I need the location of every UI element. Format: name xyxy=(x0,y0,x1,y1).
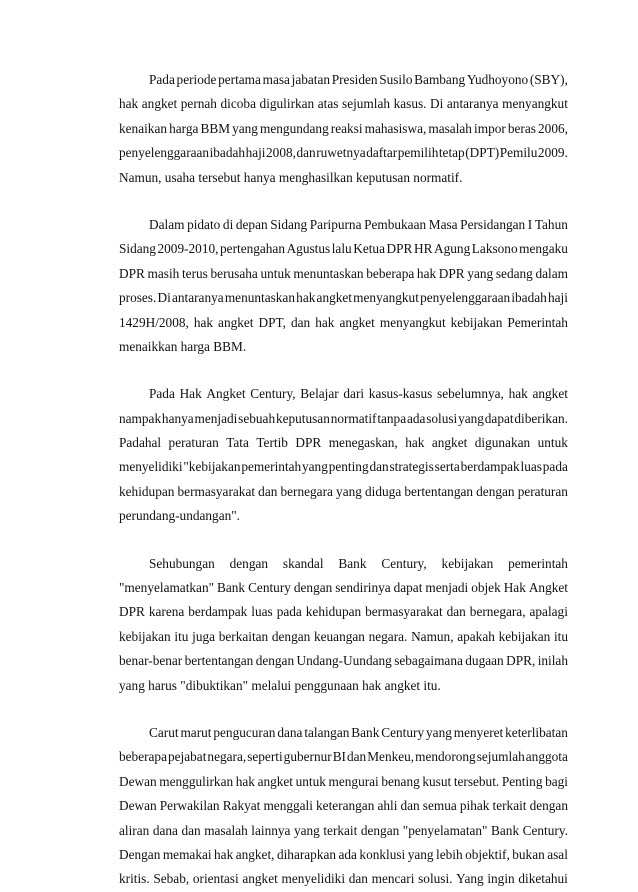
text-line: Dalam pidato di depan Sidang Paripurna Pembukaan Masa Persidangan I Tahun xyxy=(149,216,568,232)
text-line: Pada Hak Angket Century, Belajar dari kasus-kasus sebelumnya, hak angket xyxy=(149,386,568,402)
text-line: nampak hanya menjadi sebuah keputusan normatif tanpa ada solusi yang dapat diberikan. xyxy=(119,410,568,426)
paragraph xyxy=(119,721,568,892)
text-line: Namun, usaha tersebut hanya menghasilkan keputusan normatif. xyxy=(119,169,463,185)
text-line: kehidupan bermasyarakat dan bernegara yang diduga bertentangan dengan peraturan xyxy=(119,483,568,499)
paragraph xyxy=(119,213,568,359)
text-line: Padahal peraturan Tata Tertib DPR menegaskan, hak angket digunakan untuk xyxy=(119,435,568,451)
text-line: proses. Di antaranya menuntaskan hak angket menyangkut penyelenggaraan ibadah haji xyxy=(119,290,568,306)
paragraph xyxy=(119,552,568,698)
text-line: Sidang 2009-2010, pertengahan Agustus lalu Ketua DPR HR Agung Laksono mengaku xyxy=(119,241,568,257)
text-line: benar-benar bertentangan dengan Undang-Uundang sebagaimana dugaan DPR, inilah xyxy=(119,653,568,669)
text-line: penyelenggaraan ibadah haji 2008, dan ruwetnya daftar pemilih tetap (DPT) Pemilu 2009. xyxy=(119,145,568,161)
text-line: kenaikan harga BBM yang mengundang reaksi mahasiswa, masalah impor beras 2006, xyxy=(119,120,568,136)
text-line: 1429H/2008, hak angket DPT, dan hak angket menyangkut kebijakan Pemerintah xyxy=(119,314,568,330)
text-line: aliran dana dan masalah lainnya yang terkait dengan "penyelamatan" Bank Century. xyxy=(119,822,568,838)
text-line: Dewan menggulirkan hak angket untuk mengurai benang kusut tersebut. Penting bagi xyxy=(119,773,568,789)
text-line: kebijakan itu juga berkaitan dengan keuangan negara. Namun, apakah kebijakan itu xyxy=(119,628,568,644)
text-line: DPR masih terus berusaha untuk menuntaskan beberapa hak DPR yang sedang dalam xyxy=(119,265,568,281)
text-line: menaikkan harga BBM. xyxy=(119,338,247,354)
text-line: Carut marut pengucuran dana talangan Bank Century yang menyeret keterlibatan xyxy=(149,724,568,740)
paragraph xyxy=(119,382,568,528)
text-line: perundang-undangan". xyxy=(119,508,240,524)
text-line: yang harus "dibuktikan" melalui penggunaan hak angket itu. xyxy=(119,677,441,693)
paragraph xyxy=(119,68,568,190)
text-line: DPR karena berdampak luas pada kehidupan bermasyarakat dan bernegara, apalagi xyxy=(119,604,568,620)
text-line: Dengan memakai hak angket, diharapkan ada konklusi yang lebih objektif, bukan asal xyxy=(119,846,568,862)
text-line: "menyelamatkan" Bank Century dengan sendirinya dapat menjadi objek Hak Angket xyxy=(119,580,568,596)
text-line: Sehubungan dengan skandal Bank Century, kebijakan pemerintah xyxy=(149,555,568,571)
text-line: beberapa pejabat negara, seperti gubernur BI dan Menkeu, mendorong sejumlah anggota xyxy=(119,749,568,765)
text-line: menyelidiki "kebijakan pemerintah yang penting dan strategis serta berdampak luas pada xyxy=(119,459,568,475)
text-line: Dewan Perwakilan Rakyat menggali keterangan ahli dan semua pihak terkait dengan xyxy=(119,798,568,814)
text-line: hak angket pernah dicoba digulirkan atas sejumlah kasus. Di antaranya menyangkut xyxy=(119,96,568,112)
text-line: kritis. Sebab, orientasi angket menyelidiki dan mencari solusi. Yang ingin diketahui xyxy=(119,871,568,887)
text-line: Pada periode pertama masa jabatan Presiden Susilo Bambang Yudhoyono (SBY), xyxy=(149,72,568,87)
